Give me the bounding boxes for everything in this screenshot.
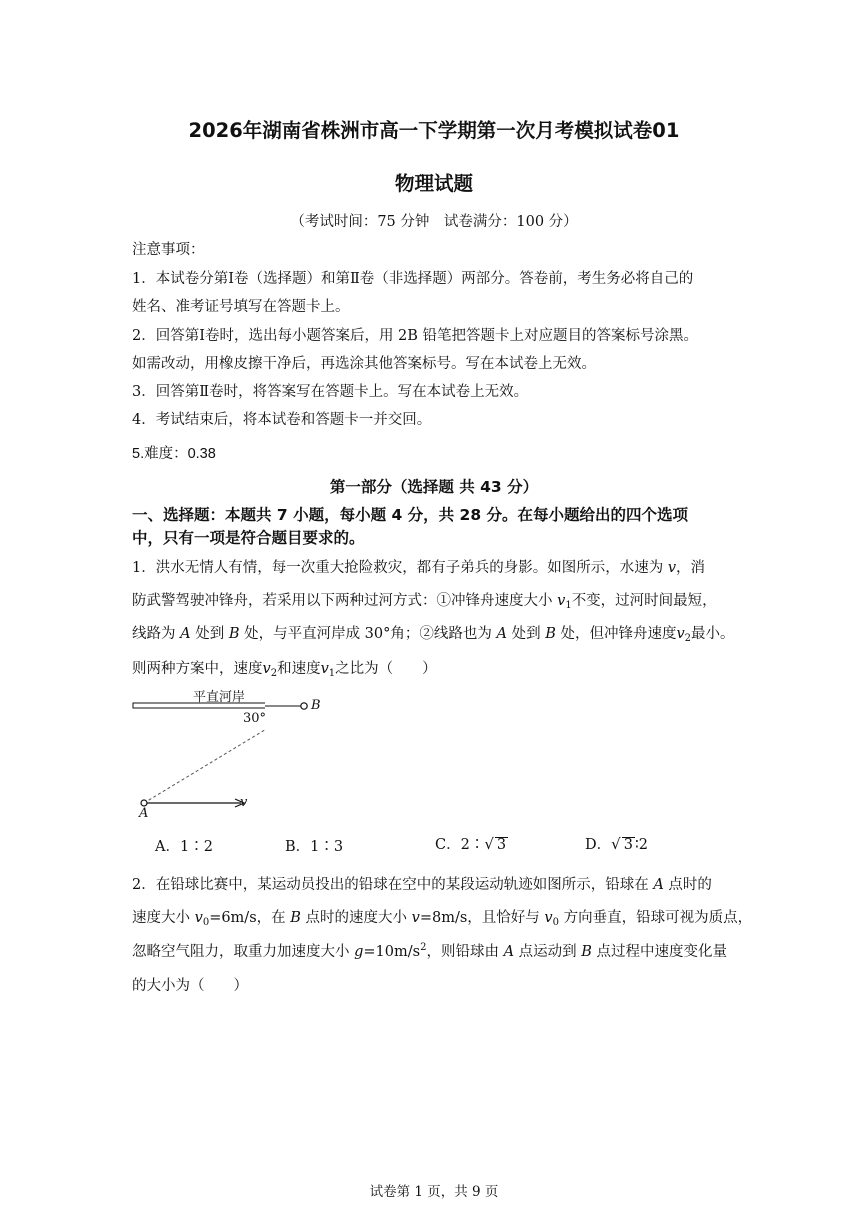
subject-title: 物理试题	[394, 172, 473, 195]
page-footer: 试卷第 1 页，共 9 页	[369, 1184, 499, 1200]
notice-item: 3．回答第Ⅱ卷时，将答案写在答题卡上。写在本试卷上无效。	[132, 384, 529, 400]
part1-heading: 第一部分（选择题 共 43 分）	[329, 478, 539, 496]
q2-line: 的大小为（ ）	[132, 978, 248, 994]
notice-item: 4．考试结束后，将本试卷和答题卡一并交回。	[132, 412, 432, 428]
notice-item: 1．本试卷分第Ⅰ卷（选择题）和第Ⅱ卷（非选择题）两部分。答卷前，考生务必将自己的	[132, 271, 694, 287]
q2-line: 速度大小 $v_0=6m/s$，在 B 点时的速度大小 v=8m/s，且恰好与 $v_0$ 方向垂直，铅球可视为质点，	[132, 910, 753, 928]
choice-d[interactable]: D．√ 3 ∶2	[585, 835, 648, 853]
choice-c[interactable]: C．2∶√ 3	[435, 835, 507, 853]
choice-a[interactable]: A．1∶2	[155, 839, 213, 855]
notice-heading: 注意事项：	[132, 242, 205, 258]
q1-line: 线路为 A 处到 B 处，与平直河岸成 30°角；②线路也为 A 处到 B 处，但冲锋舟速度$v_2$最小。	[132, 626, 735, 644]
q1-line: 1．洪水无情人有情，每一次重大抢险救灾，都有子弟兵的身影。如图所示，水速为 v，消	[132, 560, 706, 576]
river-bank-label: 平直河岸	[193, 690, 246, 705]
angle-label: 30°	[243, 711, 267, 726]
notice-item: 姓名、准考证号填写在答题卡上。	[132, 299, 350, 315]
point-b-label: B	[311, 698, 321, 713]
point-a-label: A	[139, 806, 149, 821]
notice-item: 2．回答第Ⅰ卷时，选出每小题答案后，用 2B 铅笔把答题卡上对应题目的答案标号涂黑。	[132, 328, 699, 344]
exam-title: 2026年湖南省株洲市高一下学期第一次月考模拟试卷01	[188, 119, 680, 142]
q1-line: 防武警驾驶冲锋舟，若采用以下两种过河方式：①冲锋舟速度大小 $v_1$不变，过河时间最短，	[132, 593, 717, 611]
difficulty: 5.难度：0.38	[132, 446, 216, 462]
notice-item: 如需改动，用橡皮擦干净后，再选涂其他答案标号。写在本试卷上无效。	[132, 356, 596, 372]
section-instruction: 一、选择题：本题共 7 小题，每小题 4 分，共 28 分。在每小题给出的四个选项	[132, 506, 689, 524]
velocity-label: v	[240, 795, 248, 810]
q1-line: 则两种方案中，速度$v_2$和速度$v_1$之比为（ ）	[132, 661, 437, 679]
q2-line: 忽略空气阻力，取重力加速度大小 $g=10m/s^2$，则铅球由 A 点运动到 B 点过程中速度变化量	[132, 942, 728, 960]
section-instruction: 中，只有一项是符合题目要求的。	[132, 529, 365, 547]
choice-b[interactable]: B．1∶3	[285, 839, 344, 855]
q2-line: 2．在铅球比赛中，某运动员投出的铅球在空中的某段运动轨迹如图所示，铅球在 A 点时的	[132, 877, 712, 893]
exam-info: （考试时间：75 分钟 试卷满分：100 分）	[290, 214, 578, 230]
